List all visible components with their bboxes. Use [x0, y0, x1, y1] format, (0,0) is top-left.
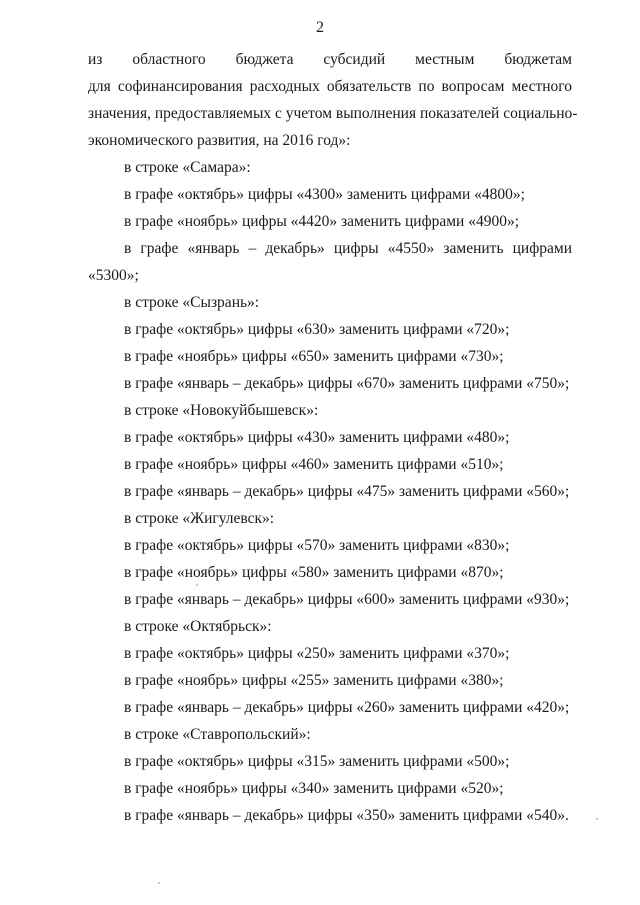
- page-number: 2: [316, 19, 324, 36]
- intro-paragraph: [88, 46, 578, 154]
- amendment-line: в графе «октябрь» цифры «630» заменить цифрами «720»;: [124, 321, 510, 338]
- amendment-line: в графе «ноябрь» цифры «580» заменить цифрами «870»;: [124, 564, 504, 581]
- document-body: [88, 46, 578, 829]
- amendment-line: в графе «январь – декабрь» цифры «260» заменить цифрами «420»;: [124, 699, 570, 716]
- intro-line: для софинансирования расходных обязательств по вопросам местного: [88, 78, 572, 95]
- amendment-line: в графе «ноябрь» цифры «4420» заменить цифрами «4900»;: [124, 213, 520, 230]
- amendment-line: в графе «октябрь» цифры «315» заменить цифрами «500»;: [124, 753, 510, 770]
- intro-line: из областного бюджета субсидий местным бюджетам: [88, 51, 572, 68]
- intro-line: экономического развития, на 2016 год»:: [88, 132, 351, 149]
- row-heading-samara: в строке «Самара»:: [124, 159, 251, 176]
- scan-speck: [196, 584, 198, 586]
- amendment-line: в графе «январь – декабрь» цифры «670» заменить цифрами «750»;: [124, 375, 570, 392]
- amendment-line: в графе «ноябрь» цифры «460» заменить цифрами «510»;: [124, 456, 504, 473]
- row-heading-novokuibyshevsk: в строке «Новокуйбышевск»:: [124, 402, 319, 419]
- amendment-line: в графе «октябрь» цифры «570» заменить цифрами «830»;: [124, 537, 510, 554]
- amendment-line: в графе «октябрь» цифры «250» заменить цифрами «370»;: [124, 645, 510, 662]
- amendment-line: в графе «октябрь» цифры «430» заменить цифрами «480»;: [124, 429, 510, 446]
- amendment-line: в графе «ноябрь» цифры «340» заменить цифрами «520»;: [124, 780, 504, 797]
- amendment-line-wrapped: [88, 235, 572, 289]
- row-heading-zhigulevsk: в строке «Жигулевск»:: [124, 510, 275, 527]
- amendment-line: в графе «январь – декабрь» цифры «350» заменить цифрами «540».: [124, 807, 569, 824]
- amendment-line: в графе «январь – декабрь» цифры «475» заменить цифрами «560»;: [124, 483, 570, 500]
- scan-speck: [158, 882, 160, 884]
- row-heading-oktyabrsk: в строке «Октябрьск»:: [124, 618, 272, 635]
- amendment-line: в графе «январь – декабрь» цифры «600» заменить цифрами «930»;: [124, 591, 570, 608]
- amendment-line: в графе «ноябрь» цифры «255» заменить цифрами «380»;: [124, 672, 504, 689]
- intro-line: значения, предоставляемых с учетом выполнения показателей социально-: [88, 105, 578, 122]
- amendment-line: в графе «октябрь» цифры «4300» заменить цифрами «4800»;: [124, 186, 525, 203]
- row-heading-stavropolsky: в строке «Ставропольский»:: [124, 726, 311, 743]
- amendment-line-part: «5300»;: [88, 267, 139, 284]
- amendment-line: в графе «ноябрь» цифры «650» заменить цифрами «730»;: [124, 348, 504, 365]
- scan-speck: [596, 818, 598, 820]
- amendment-line-part: в графе «январь – декабрь» цифры «4550» заменить цифрами: [124, 240, 572, 257]
- row-heading-syzran: в строке «Сызрань»:: [124, 294, 260, 311]
